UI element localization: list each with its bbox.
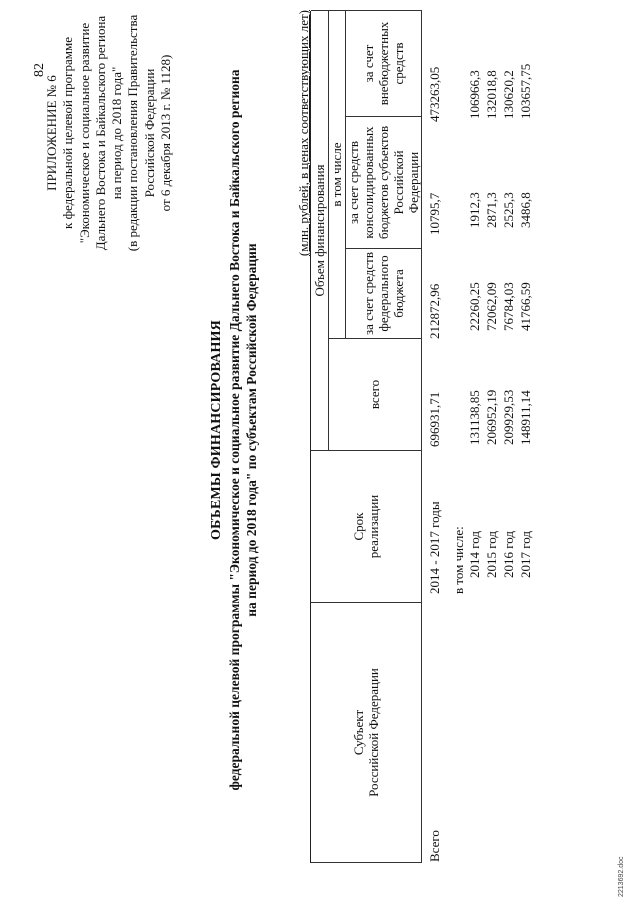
- header-subject-line: Субъект: [350, 709, 366, 756]
- header-extra-line: за счет: [360, 44, 376, 83]
- cell-regional: 2525,3: [501, 192, 516, 228]
- header-extra-line: внебюджетных: [375, 21, 391, 106]
- appendix-header: [44, 13, 174, 253]
- cell-total: 206952,19: [484, 389, 499, 445]
- cell-extrabudget: 473263,05: [427, 66, 442, 122]
- cell-total: 696931,71: [427, 391, 442, 447]
- page-number: 82: [32, 63, 47, 77]
- cell-total: 209929,53: [501, 389, 516, 445]
- cell-term: 2016 год: [501, 531, 516, 578]
- appendix-line: ПРИЛОЖЕНИЕ № 6: [44, 75, 59, 191]
- cell-term: в том числе:: [451, 526, 466, 594]
- appendix-line: Дальнего Востока и Байкальского региона: [92, 15, 108, 251]
- cell-federal: 22260,25: [467, 282, 482, 331]
- header-regional-line: консолидированных: [360, 126, 376, 239]
- cell-term: 2014 - 2017 годы: [427, 501, 442, 594]
- units-note: (млн. рублей, в ценах соответствующих лет): [296, 10, 311, 257]
- appendix-line: (в редакции постановления Правительства: [125, 14, 141, 252]
- cell-federal: 72062,09: [484, 282, 499, 331]
- document-code: 2213692.doc: [618, 856, 625, 897]
- header-extrabudget: [345, 10, 421, 116]
- cell-total: 148911,14: [518, 390, 533, 445]
- header-regional: [345, 117, 421, 249]
- header-subject-line: Российской Федерации: [365, 668, 381, 797]
- cell-term: 2015 год: [484, 531, 499, 578]
- title-subtitle-line2: на период до 2018 года" по субъектам Российской Федерации: [244, 243, 259, 617]
- cell-total: 131138,85: [467, 390, 482, 445]
- header-regional-line: бюджетов субъектов: [375, 125, 391, 240]
- appendix-line: "Экономическое и социальное развитие: [76, 22, 92, 244]
- header-extra-line: средств: [390, 42, 406, 85]
- cell-regional: 3486,8: [518, 192, 533, 228]
- header-including: в том числе: [328, 10, 345, 338]
- cell-federal: 212872,96: [427, 283, 442, 339]
- cell-regional: 2871,3: [484, 192, 499, 228]
- header-term-line: реализации: [365, 494, 381, 559]
- header-term: [311, 451, 421, 603]
- cell-federal: 41766,59: [518, 282, 533, 331]
- document-title: [208, 0, 260, 875]
- title-main: ОБЪЕМЫ ФИНАНСИРОВАНИЯ: [209, 320, 224, 540]
- cell-term: 2017 год: [518, 531, 533, 578]
- appendix-line: от 6 декабря 2013 г. № 1128): [158, 54, 174, 212]
- header-volume: Объем финансирования: [311, 10, 328, 450]
- header-federal-line: за счет средств: [360, 252, 376, 335]
- cell-extrabudget: 106966,3: [467, 70, 482, 119]
- appendix-line: к федеральной целевой программе: [60, 37, 76, 229]
- header-subject: [311, 603, 421, 863]
- financing-table-header: [311, 10, 422, 863]
- header-federal: [345, 249, 421, 339]
- cell-subject: Всего: [427, 830, 442, 862]
- cell-regional: 1912,3: [467, 192, 482, 228]
- header-total: всего: [328, 339, 421, 451]
- cell-regional: 10795,7: [427, 192, 442, 235]
- title-subtitle-line1: федеральной целевой программы "Экономическое и социальное развитие Дальнего Востока и Байкальского региона: [227, 69, 242, 791]
- cell-extrabudget: 132018,8: [484, 70, 499, 119]
- header-regional-line: Российской Федерации: [390, 150, 421, 215]
- cell-extrabudget: 103657,75: [518, 63, 533, 119]
- cell-extrabudget: 130620,2: [501, 70, 516, 119]
- appendix-line: на период до 2018 года": [109, 66, 125, 200]
- cell-federal: 76784,03: [501, 282, 516, 331]
- header-term-line: Срок: [350, 512, 366, 541]
- cell-term: 2014 год: [467, 531, 482, 578]
- header-regional-line: за счет средств: [345, 141, 361, 224]
- header-federal-line: бюджета: [390, 269, 406, 318]
- appendix-line: Российской Федерации: [141, 68, 157, 198]
- header-federal-line: федерального: [375, 255, 391, 332]
